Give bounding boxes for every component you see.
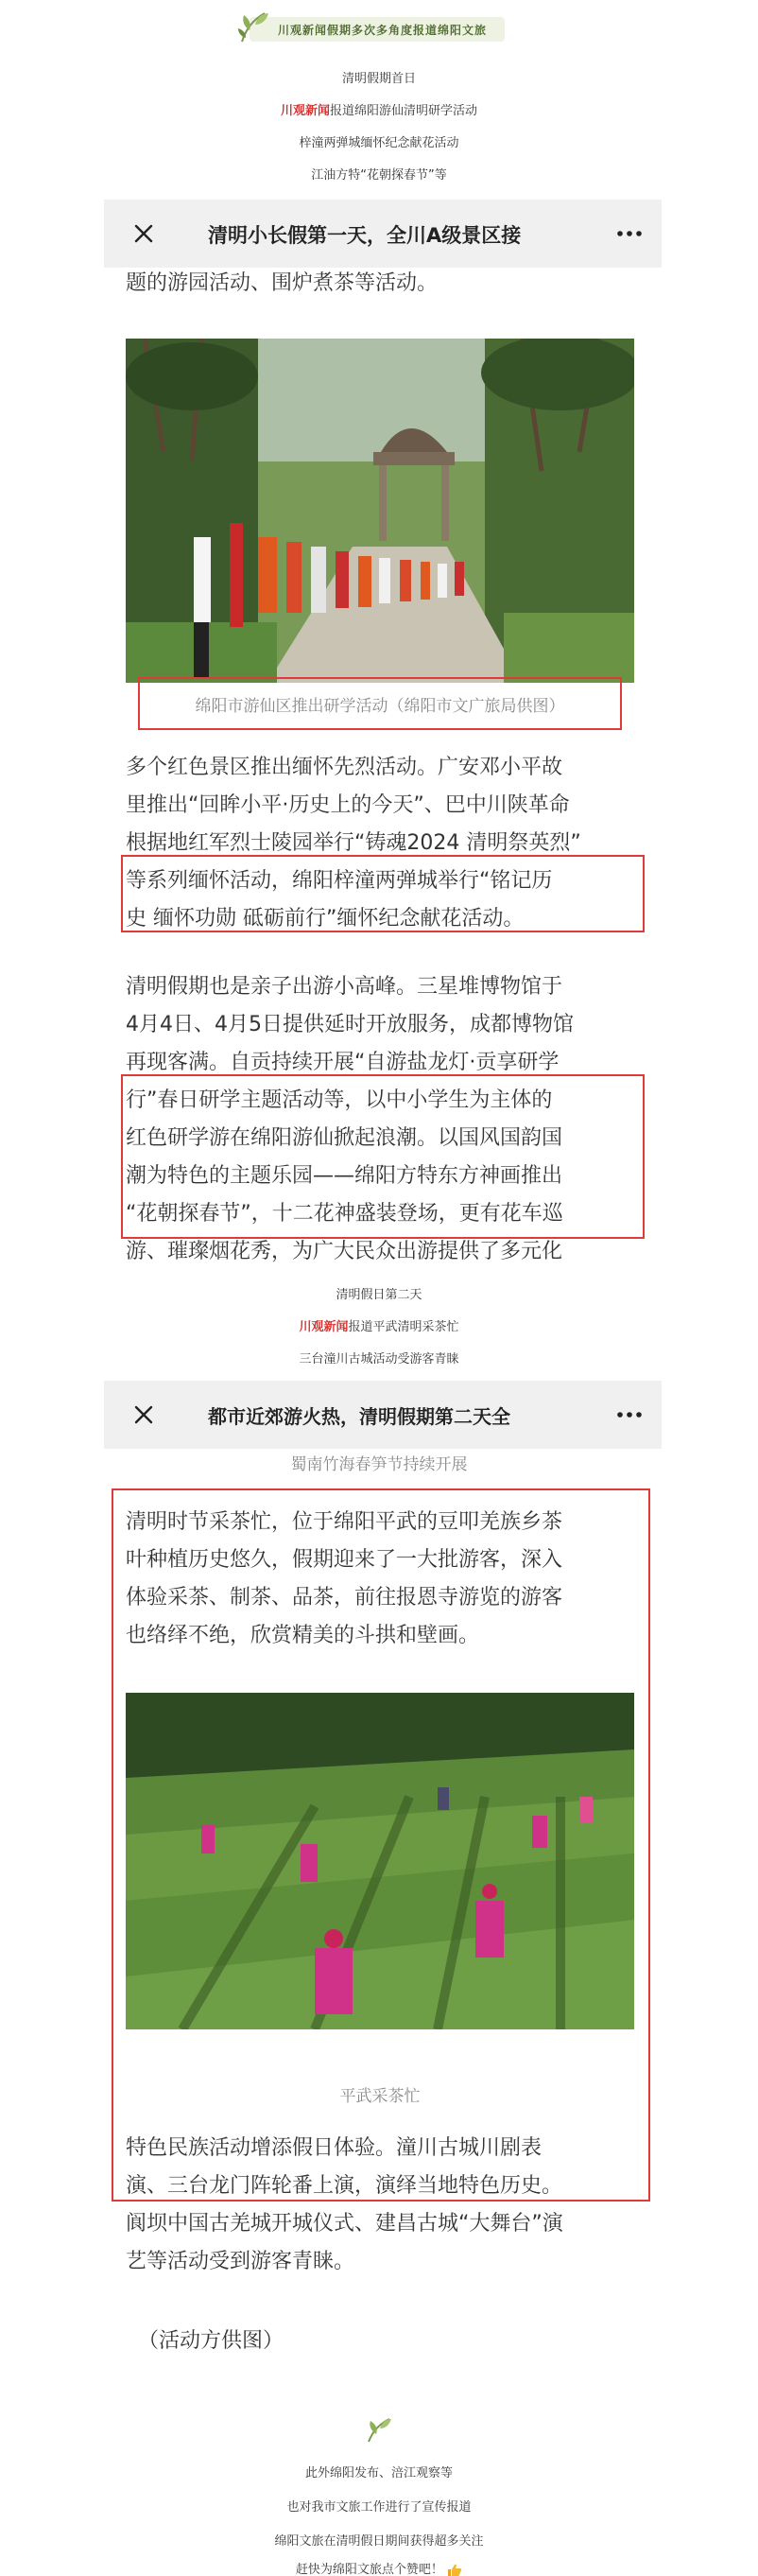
more-icon[interactable]	[614, 220, 645, 247]
summary1-line3: 江油方特“花朝探春节”等	[311, 168, 447, 183]
text-line: 清明假期也是亲子出游小高峰。三星堆博物馆于	[126, 975, 563, 999]
article1-photo-caption: 绵阳市游仙区推出研学活动（绵阳市文广旅局供图）	[195, 697, 565, 716]
footer-line2: 也对我市文旅工作进行了宣传报道	[286, 2500, 472, 2515]
text-line: 史 缅怀功勋 砥砺前行”缅怀纪念献花活动。	[126, 907, 525, 931]
article2-title: 都市近郊游火热，清明假期第二天全	[208, 1405, 510, 1428]
text-line: 潮为特色的主题乐园——绵阳方特东方神画推出	[126, 1164, 563, 1188]
text-line: 红色研学游在绵阳游仙掀起浪潮。以国风国韵国	[126, 1126, 563, 1150]
article1-title: 清明小长假第一天，全川A级景区接	[208, 224, 522, 247]
text-line: 根据地红军烈士陵园举行“铸魂2024 清明祭英烈”	[126, 831, 581, 855]
close-icon[interactable]	[130, 220, 157, 247]
summary1-line1-rest: 报道绵阳游仙清明研学活动	[330, 104, 478, 118]
summary1-line1	[0, 100, 758, 118]
footer-line3: 绵阳文旅在清明假日期间获得超多关注	[274, 2534, 484, 2549]
text-line: 体验采茶、制茶、品茶，前往报恩寺游览的游客	[126, 1586, 563, 1610]
banner-title: 川观新闻假期多次多角度报道绵阳文旅	[278, 24, 488, 37]
article1-header-bar	[104, 200, 662, 268]
article2-photo	[126, 1693, 634, 2029]
footer-line4-text: 赶快为绵阳文旅点个赞吧！	[295, 2563, 443, 2576]
outlet-name: 川观新闻	[280, 104, 330, 118]
text-line: 叶种植历史悠久，假期迎来了一大批游客，深入	[126, 1548, 563, 1572]
summary1-line2: 梓潼两弹城缅怀纪念献花活动	[299, 136, 459, 150]
text-line: 也络绎不绝，欣赏精美的斗拱和壁画。	[126, 1624, 480, 1647]
article1-photo	[126, 339, 634, 683]
header-banner	[236, 9, 520, 45]
text-line: 特色民族活动增添假日体验。潼川古城川剧表	[126, 2136, 543, 2160]
text-line: 里推出“回眸小平·历史上的今天”、巴中川陕革命	[126, 793, 570, 817]
text-line: 演、三台龙门阵轮番上演，演绎当地特色历史。	[126, 2174, 563, 2198]
text-line: 等系列缅怀活动，绵阳梓潼两弹城举行“铭记历	[126, 869, 553, 893]
text-line: “花朝探春节”，十二花神盛装登场，更有花车巡	[126, 1202, 563, 1226]
text-line: 多个红色景区推出缅怀先烈活动。广安邓小平故	[126, 756, 563, 779]
text-line: 艺等活动受到游客青睐。	[126, 2250, 355, 2273]
thumbs-up-icon	[447, 2564, 462, 2576]
leaf-icon	[236, 9, 274, 45]
summary2-line1	[0, 1316, 758, 1334]
article2-credit: （活动方供图）	[138, 2329, 284, 2353]
text-line: 行”春日研学主题活动等，以中小学生为主体的	[126, 1088, 553, 1112]
summary2-line1-rest: 报道平武清明采茶忙	[348, 1320, 459, 1334]
leaf-icon	[365, 2417, 395, 2445]
summary2-line2: 三台潼川古城活动受游客青睐	[299, 1352, 459, 1366]
footer-line1: 此外绵阳发布、涪江观察等	[304, 2466, 453, 2480]
outlet-name: 川观新闻	[299, 1320, 349, 1334]
article2-subtitle: 蜀南竹海春笋节持续开展	[290, 1455, 468, 1474]
article2-header-bar	[104, 1381, 662, 1449]
more-icon[interactable]	[614, 1401, 645, 1428]
footer-line4	[0, 2559, 758, 2576]
summary2-heading: 清明假日第二天	[336, 1288, 422, 1302]
highlight-box-para2	[121, 1074, 645, 1239]
text-line: 清明时节采茶忙，位于绵阳平武的豆叩羌族乡茶	[126, 1510, 563, 1534]
article2-para1	[126, 1504, 636, 1655]
close-icon[interactable]	[130, 1401, 157, 1428]
summary1-heading: 清明假期首日	[341, 72, 416, 86]
text-line: 阆坝中国古羌城开城仪式、建昌古城“大舞台”演	[126, 2212, 563, 2236]
article2-photo-caption: 平武采茶忙	[339, 2087, 421, 2106]
highlight-box-para1	[121, 855, 645, 932]
article2-para2	[126, 2130, 636, 2281]
text-line: 游、璀璨烟花秀，为广大民众出游提供了多元化	[126, 1240, 563, 1263]
text-line: 4月4日、4月5日提供延时开放服务，成都博物馆	[126, 1013, 574, 1036]
text-line: 再现客满。自贡持续开展“自游盐龙灯·贡享研学	[126, 1051, 560, 1074]
article1-top-line: 题的游园活动、围炉煮茶等活动。	[126, 271, 439, 295]
